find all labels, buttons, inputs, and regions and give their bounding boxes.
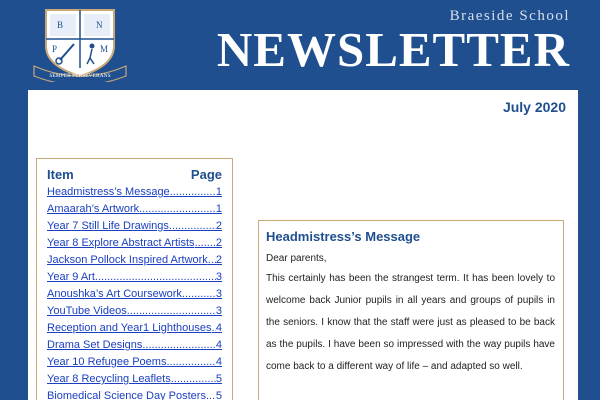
toc-link[interactable] <box>47 356 222 373</box>
toc-leader-dots <box>169 220 216 232</box>
issue-date: July 2020 <box>502 99 566 115</box>
toc-link[interactable] <box>47 220 222 237</box>
toc-link-page: 1 <box>215 186 222 198</box>
newsletter-page <box>28 90 578 400</box>
article-box <box>258 220 564 400</box>
toc-link-title: Year 10 Refugee Poems <box>47 356 167 368</box>
toc-link-page: 2 <box>215 254 222 266</box>
newsletter-header <box>0 0 600 90</box>
toc-link-page: 4 <box>215 339 222 351</box>
toc-link-title: Year 7 Still Life Drawings <box>47 220 169 232</box>
toc-list <box>47 186 222 400</box>
school-name: Braeside School <box>449 8 570 24</box>
article-body: This certainly has been the strangest term. It has been lovely to welcome back Junior pupils in all years and groups of pupils in the seniors. I know that the staff were just as pleased to be back as the pupils. I have been so impressed with the way pupils have come back to a different way of life – and adapted so well. <box>266 273 555 372</box>
crest-letter: P <box>52 44 58 54</box>
toc-link[interactable] <box>47 237 222 254</box>
toc-header <box>47 167 222 182</box>
school-crest-logo <box>30 6 130 82</box>
toc-link-title: Anoushka’s Art Coursework <box>47 288 182 300</box>
toc-link[interactable] <box>47 373 222 390</box>
toc-link-page: 4 <box>215 322 222 334</box>
toc-link-page: 3 <box>215 288 222 300</box>
table-of-contents <box>36 158 233 400</box>
toc-link-page: 3 <box>215 305 222 317</box>
article-title: Headmistress’s Message <box>266 229 421 244</box>
crest-motto: SEMPER PERSEVERANS <box>49 73 111 79</box>
toc-leader-dots <box>142 339 216 351</box>
toc-link[interactable] <box>47 203 222 220</box>
toc-link[interactable] <box>47 271 222 288</box>
toc-link-page: 5 <box>215 373 222 385</box>
toc-link-title: Headmistress’s Message <box>47 186 170 198</box>
toc-link-page: 1 <box>215 203 222 215</box>
toc-link-title: Biomedical Science Day Posters <box>47 390 206 400</box>
toc-link[interactable] <box>47 288 222 305</box>
toc-link[interactable] <box>47 186 222 203</box>
toc-leader-dots <box>139 203 216 215</box>
toc-leader-dots <box>195 237 216 249</box>
crest-letter: M <box>100 44 109 54</box>
masthead-title: NEWSLETTER <box>216 22 570 77</box>
toc-leader-dots <box>182 288 216 300</box>
toc-link-title: YouTube Videos <box>47 305 127 317</box>
toc-link-title: Year 8 Explore Abstract Artists <box>47 237 195 249</box>
toc-leader-dots <box>208 254 216 266</box>
toc-link[interactable] <box>47 322 222 339</box>
toc-link-page: 2 <box>215 220 222 232</box>
toc-link-title: Amaarah’s Artwork <box>47 203 140 215</box>
toc-leader-dots <box>127 305 216 317</box>
crest-letter: B <box>57 20 64 30</box>
toc-item-header: Item <box>47 167 74 182</box>
toc-link-page: 2 <box>215 237 222 249</box>
toc-link-title: Year 8 Recycling Leaflets <box>47 373 171 385</box>
crest-letter: N <box>96 20 103 30</box>
toc-link-title: Reception and Year1 Lighthouses <box>47 322 212 334</box>
toc-link-title: Jackson Pollock Inspired Artwork <box>47 254 208 266</box>
toc-leader-dots <box>171 373 216 385</box>
toc-leader-dots <box>206 390 216 400</box>
toc-link-page: 5 <box>215 390 222 400</box>
toc-leader-dots <box>166 356 215 368</box>
toc-link[interactable] <box>47 390 222 400</box>
toc-page-header: Page <box>190 167 222 182</box>
article-salutation: Dear parents, <box>266 253 327 264</box>
toc-link-title: Year 9 Art <box>47 271 95 283</box>
toc-link[interactable] <box>47 339 222 356</box>
toc-link[interactable] <box>47 305 222 322</box>
toc-leader-dots <box>95 271 216 283</box>
toc-link-title: Drama Set Designs <box>47 339 143 351</box>
toc-leader-dots <box>170 186 216 198</box>
toc-link[interactable] <box>47 254 222 271</box>
toc-link-page: 3 <box>215 271 222 283</box>
toc-link-page: 4 <box>215 356 222 368</box>
